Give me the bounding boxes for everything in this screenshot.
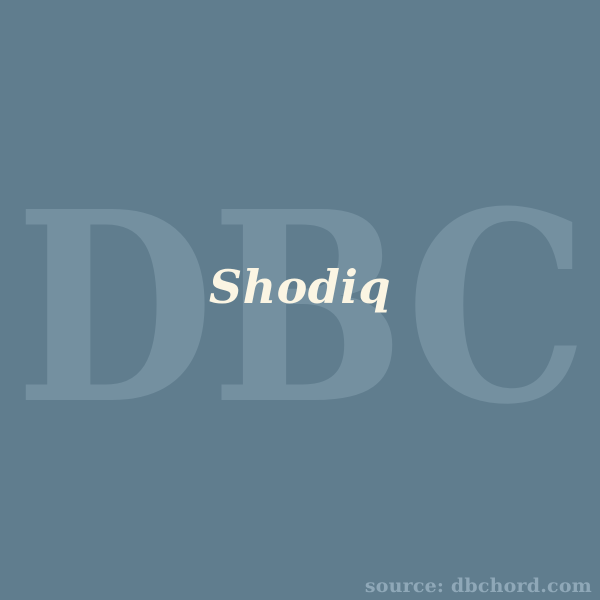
- watermark-text: DBC: [15, 168, 585, 438]
- song-title: Shodiq: [208, 260, 392, 314]
- source-credit: source: dbchord.com: [364, 575, 592, 597]
